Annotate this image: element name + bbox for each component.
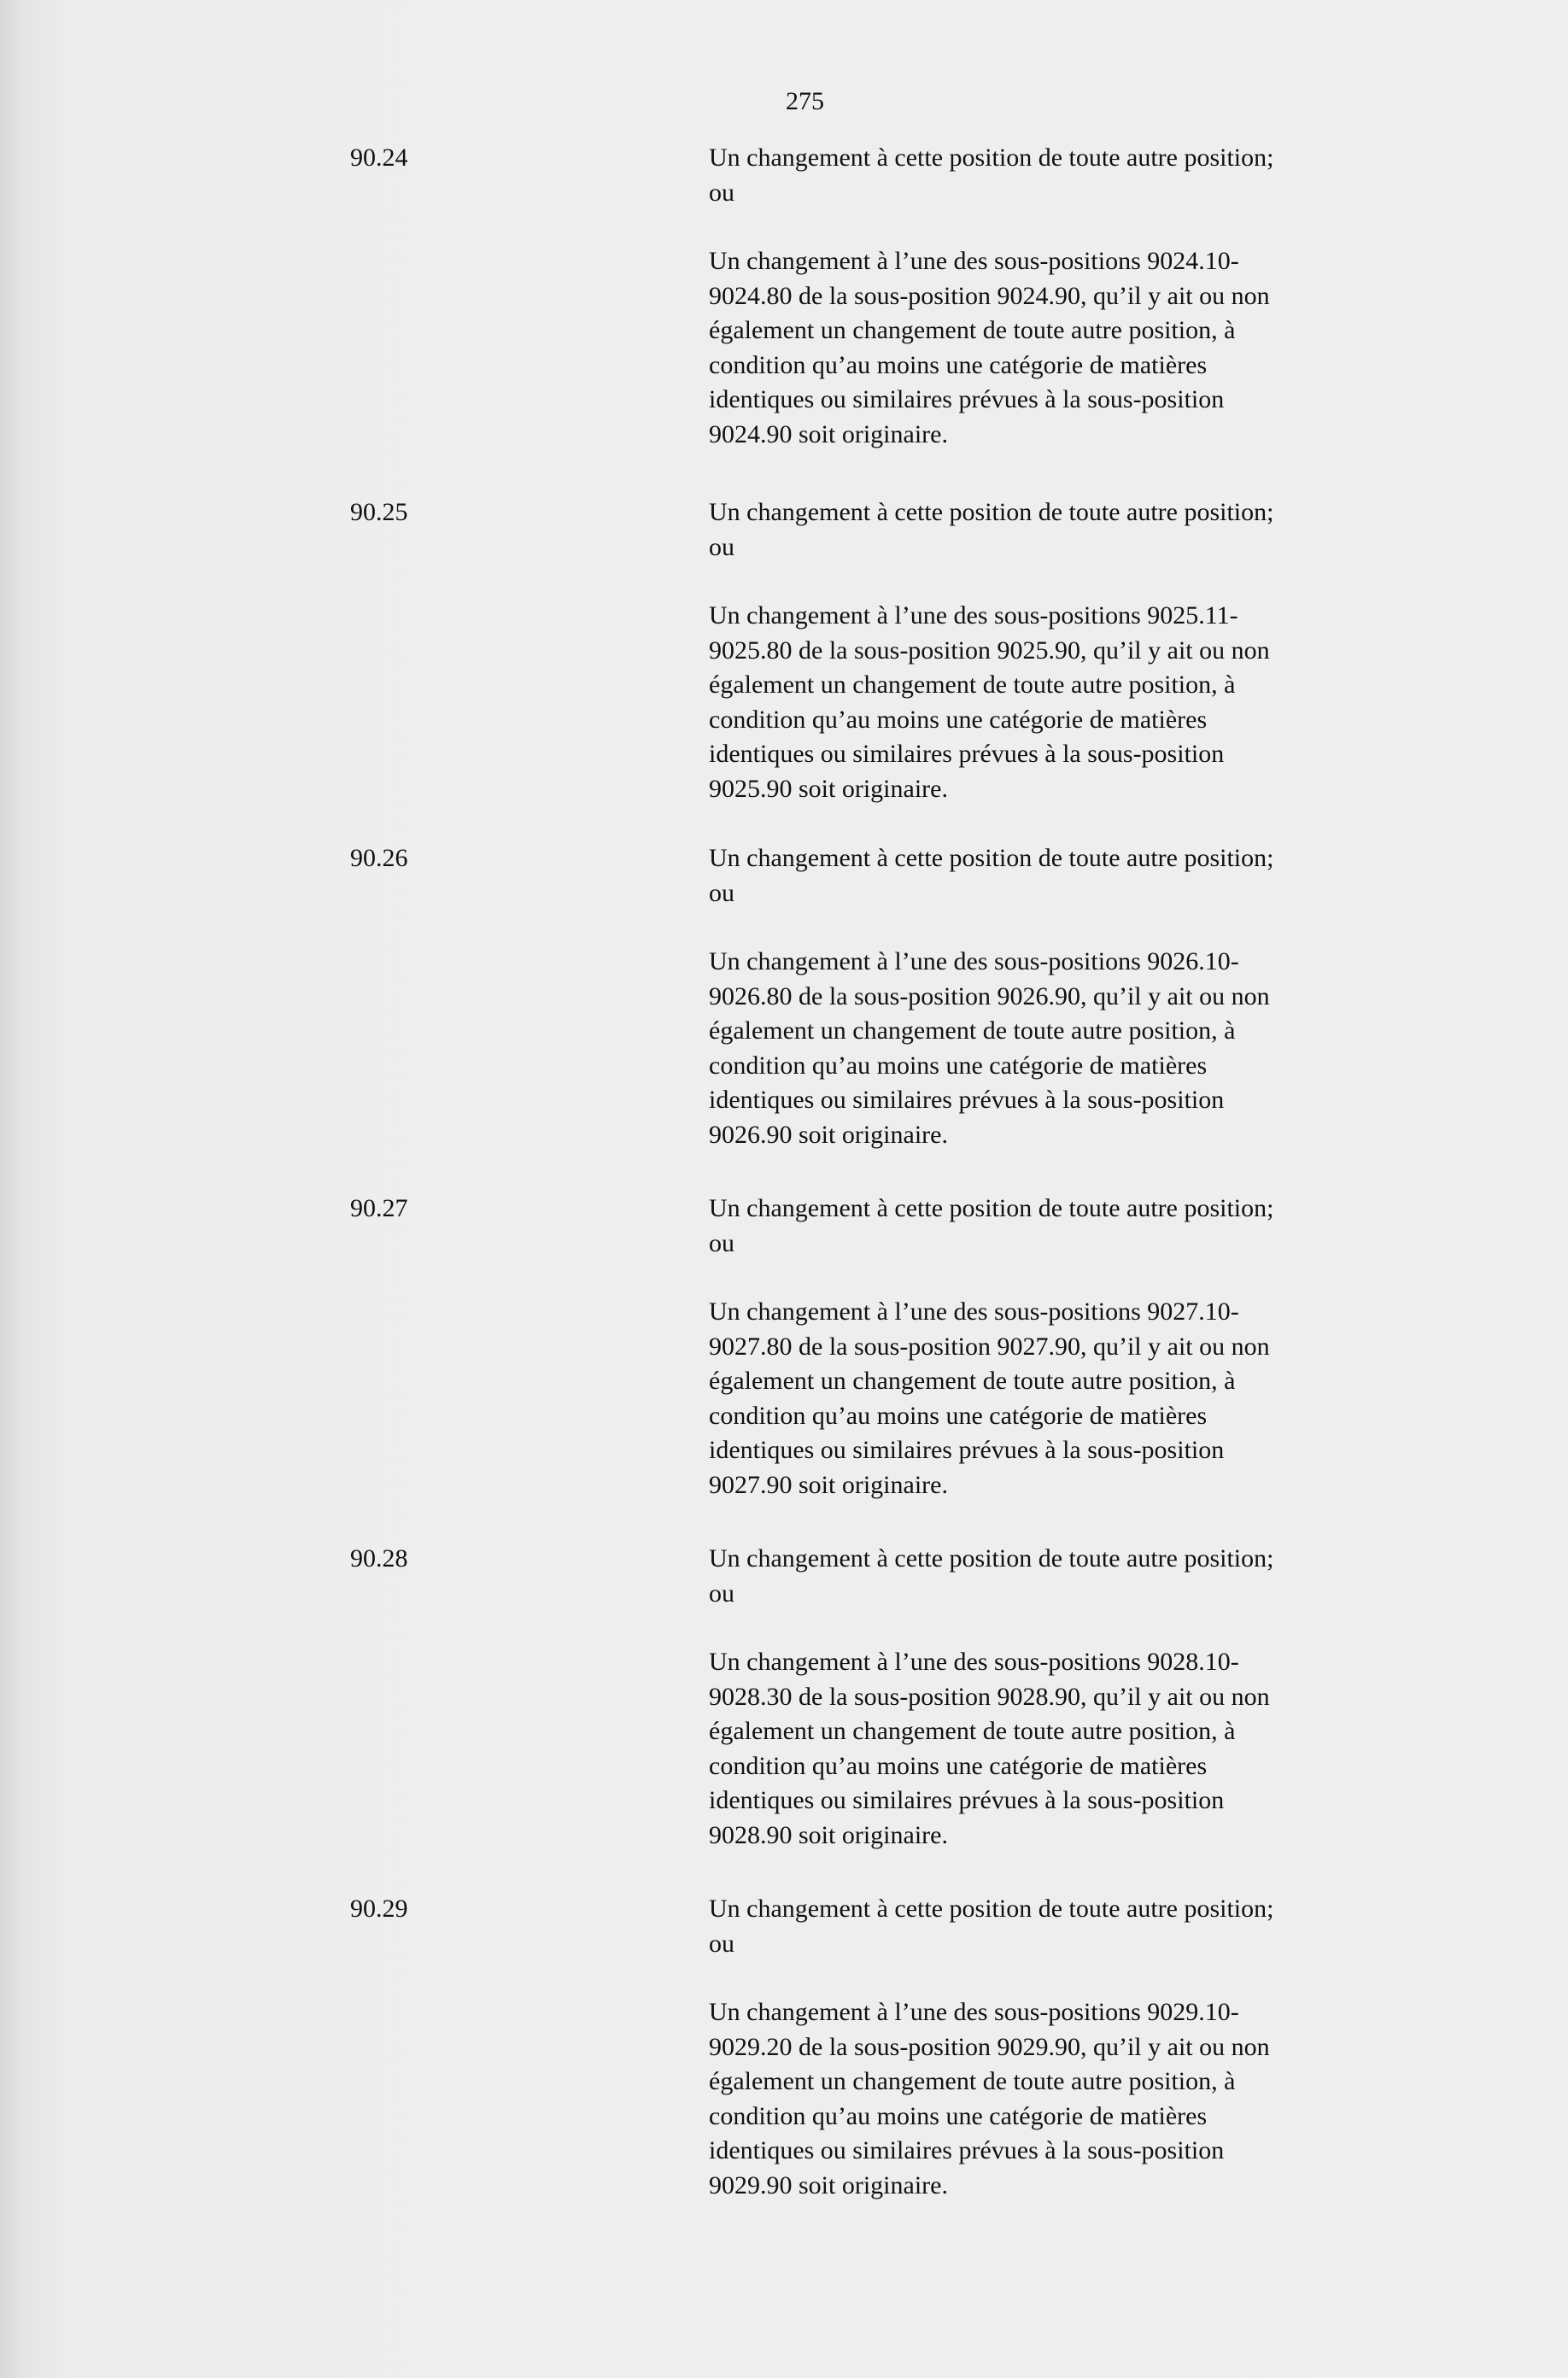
rule-line: 9027.90 soit originaire. [709, 1470, 948, 1499]
rule-line: identiques ou similaires prévues à la sous-position [709, 1436, 1225, 1464]
rule-line: identiques ou similaires prévues à la sous-position [709, 385, 1225, 413]
rule-text [709, 141, 1426, 452]
rule-line: Un changement à cette position de toute autre position; [709, 844, 1274, 872]
rule-line: ou [709, 1578, 734, 1608]
rule-line: également un changement de toute autre position, à [709, 2067, 1236, 2095]
rule-text [709, 841, 1426, 1152]
rule-line: 9026.90 soit originaire. [709, 1120, 948, 1149]
page-number: 275 [786, 87, 824, 115]
rule-line: 9028.90 soit originaire. [709, 1820, 948, 1849]
rule-line: condition qu’au moins une catégorie de matières [709, 2101, 1208, 2130]
rule-line: condition qu’au moins une catégorie de matières [709, 1051, 1208, 1080]
rule-line: Un changement à l’une des sous-positions 9029.10- [709, 1998, 1239, 2026]
rule-line: ou [709, 1929, 734, 1958]
rule-line: condition qu’au moins une catégorie de matières [709, 1751, 1208, 1780]
rule-line: Un changement à l’une des sous-positions 9024.10- [709, 247, 1239, 275]
rule-line: identiques ou similaires prévues à la sous-position [709, 1786, 1225, 1814]
rule-line: ou [709, 178, 734, 207]
rule-line: ou [709, 1228, 734, 1257]
rule-line: Un changement à l’une des sous-positions 9026.10- [709, 947, 1239, 975]
rule-line: Un changement à cette position de toute autre position; [709, 1194, 1274, 1222]
rule-line: identiques ou similaires prévues à la sous-position [709, 1086, 1225, 1114]
rule-line: 9029.90 soit originaire. [709, 2170, 948, 2199]
rule-line: condition qu’au moins une catégorie de matières [709, 705, 1208, 734]
rule-text [709, 1542, 1426, 1853]
rule-line: identiques ou similaires prévues à la sous-position [709, 740, 1225, 768]
rule-line: Un changement à l’une des sous-positions 9027.10- [709, 1297, 1239, 1326]
rule-line: Un changement à cette position de toute autre position; [709, 1544, 1274, 1573]
rule-line: 9025.80 de la sous-position 9025.90, qu’il y ait ou non [709, 636, 1270, 665]
rule-line: ou [709, 878, 734, 907]
heading-code: 90.27 [350, 1194, 408, 1222]
rule-line: 9024.90 soit originaire. [709, 419, 948, 448]
rule-line: Un changement à cette position de toute autre position; [709, 1895, 1274, 1923]
rule-line: Un changement à cette position de toute autre position; [709, 498, 1274, 526]
rule-line: également un changement de toute autre position, à [709, 1717, 1236, 1745]
heading-code: 90.26 [350, 844, 408, 872]
rule-line: Un changement à cette position de toute autre position; [709, 144, 1274, 172]
rule-line: 9029.20 de la sous-position 9029.90, qu’il y ait ou non [709, 2032, 1270, 2061]
rule-line: 9026.80 de la sous-position 9026.90, qu’il y ait ou non [709, 981, 1270, 1010]
heading-code: 90.24 [350, 144, 408, 172]
rule-line: ou [709, 532, 734, 561]
rule-line: 9025.90 soit originaire. [709, 774, 948, 803]
rule-line: également un changement de toute autre position, à [709, 1367, 1236, 1395]
rule-text [709, 1892, 1426, 2203]
heading-code: 90.28 [350, 1544, 408, 1573]
rule-text [709, 1192, 1426, 1502]
rule-line: également un changement de toute autre position, à [709, 316, 1236, 344]
rule-line: identiques ou similaires prévues à la sous-position [709, 2136, 1225, 2164]
heading-code: 90.29 [350, 1895, 408, 1923]
rule-line: condition qu’au moins une catégorie de matières [709, 1401, 1208, 1430]
rule-line: également un changement de toute autre position, à [709, 1016, 1236, 1045]
rule-line: 9028.30 de la sous-position 9028.90, qu’il y ait ou non [709, 1682, 1270, 1711]
rule-line: condition qu’au moins une catégorie de matières [709, 350, 1208, 379]
rule-line: également un changement de toute autre position, à [709, 671, 1236, 699]
heading-code: 90.25 [350, 498, 408, 526]
rule-line: 9024.80 de la sous-position 9024.90, qu’il y ait ou non [709, 281, 1270, 310]
rule-line: 9027.80 de la sous-position 9027.90, qu’il y ait ou non [709, 1332, 1270, 1361]
rule-line: Un changement à l’une des sous-positions 9025.11- [709, 601, 1238, 630]
rule-text [709, 495, 1426, 806]
rule-line: Un changement à l’une des sous-positions 9028.10- [709, 1648, 1239, 1676]
